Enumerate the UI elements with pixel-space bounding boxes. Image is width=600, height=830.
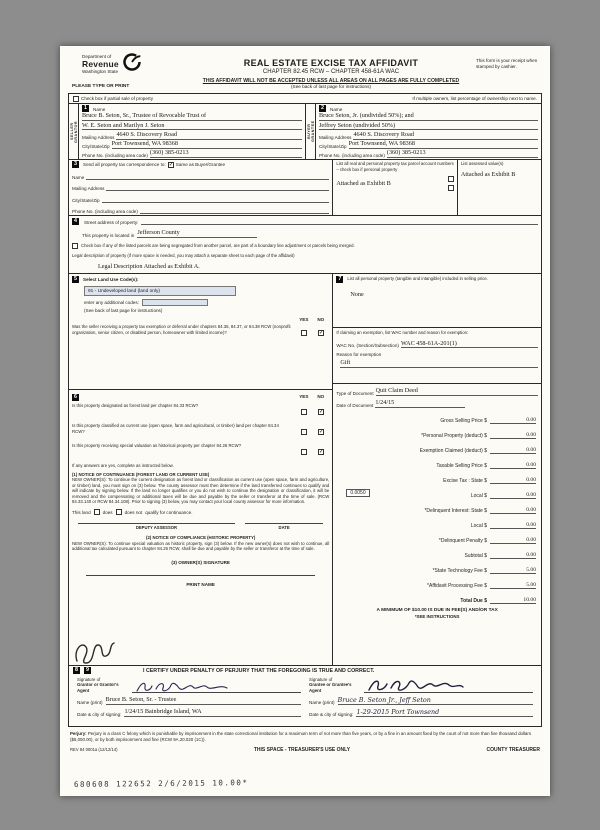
parcel-numbers-section <box>333 160 458 215</box>
partial-sale-label: Check box if partial sale of property <box>81 96 154 101</box>
seller-name-line1[interactable]: Bruce B. Seton, Sr., Trustee of Revocable Trust of <box>82 112 302 121</box>
perjury-text: Perjury is a class C felony which is punishable by imprisonment in the state correctional institution for a maximum term of not more than five years, or by a fine in an amount fixed by the court of not more than five thousand dollars ($5,000.00), or by both imprisonment and fine (RCW 9A.20.020 (1C)). <box>70 731 532 742</box>
owners-signature-line[interactable] <box>86 575 315 576</box>
grantor-signature-ink <box>134 679 230 695</box>
money-row <box>336 469 538 484</box>
personal-property-checkbox-2[interactable] <box>448 185 454 191</box>
form-header <box>68 52 542 89</box>
excise-state-value[interactable]: 0.00 <box>490 477 536 484</box>
grantor-sig-label-1: Signature of <box>77 676 101 682</box>
grantee-name-print-label: Name (print) <box>309 700 335 705</box>
buyer-phone-label: Phone No. (including area code) <box>319 152 385 158</box>
total-due-label: Total Due $ <box>460 597 487 604</box>
seller-name-label: Name <box>93 107 106 112</box>
subtotal-label: Subtotal $ <box>464 552 487 559</box>
county-treasurer-label: COUNTY TREASURER <box>486 746 540 753</box>
owners-signature-label: (3) OWNER(S) SIGNATURE <box>171 559 230 565</box>
treasurer-space-label: THIS SPACE - TREASURER'S USE ONLY <box>253 746 351 753</box>
delinq-penalty-label: *Delinquent Penalty $ <box>438 537 487 544</box>
form-revision-number: REV 84 0001a (12/12/14) <box>70 747 118 753</box>
segregated-checkbox[interactable] <box>72 243 78 249</box>
partial-sale-row <box>69 94 541 104</box>
local-tax-value[interactable]: 0.00 <box>490 492 536 499</box>
correspondence-row <box>69 160 541 216</box>
forest-land-question: Is this property designated as forest land per chapter 84.33 RCW? <box>72 403 199 408</box>
buyer-phone-value[interactable]: (360) 385-0213 <box>387 149 538 158</box>
grantor-signature-line[interactable] <box>132 678 301 693</box>
buyer-word: BUYER <box>306 123 311 140</box>
legal-description-value[interactable]: Legal Description Attached as Exhibit A. <box>98 263 200 271</box>
land-use-dropdown[interactable]: 91 - Undeveloped land (land only) <box>84 286 236 296</box>
grantee-sig-label-1: Signature of <box>309 676 333 682</box>
same-as-buyer-label: Same as Buyer/Grantee <box>175 162 226 167</box>
seller-phone-label: Phone No. (including area code) <box>82 152 148 158</box>
grantee-date-label: Date & city of signing: <box>309 712 354 717</box>
grantor-date-value[interactable]: 1/24/15 Bainbridge Island, WA <box>124 708 301 717</box>
dor-logo-block <box>68 52 186 89</box>
affidavit-page <box>60 46 550 796</box>
money-row <box>336 559 538 574</box>
additional-codes-label: enter any additional codes: <box>84 300 139 305</box>
legal-description-label: Legal description of property (if more space is needed, you may attach a separate sheet to each page of the affidavit) <box>72 253 295 259</box>
notice2-body: NEW OWNER(S): To continue special valuation as historic property, sign (3) below. If the new owner(s) does not wish to continue, all additional tax calculated pursuant to chapter 84.26 RCW, shall be due and payable by the seller or transferor at the time of sale. <box>72 540 330 552</box>
correspondence-section <box>69 160 333 215</box>
q1-yes-checkbox[interactable] <box>301 409 307 415</box>
form-footer <box>68 747 542 753</box>
grantee-date-value[interactable]: 1-29-2015 Port Townsend <box>356 708 533 717</box>
doc-type-value[interactable]: Quit Claim Deed <box>376 387 538 396</box>
reason-label: Reason for exemption <box>336 352 382 358</box>
wac-label: WAC No. (Section/Subsection) <box>336 343 399 349</box>
deputy-date-line[interactable]: DATE <box>245 523 323 530</box>
processing-fee-label: *Affidavit Processing Fee $ <box>427 582 487 589</box>
pen-scribble <box>71 637 115 665</box>
buyer-mailing-label: Mailing Address <box>319 134 352 140</box>
seller-name-line2[interactable]: W. E. Seton and Marilyn J. Seton <box>82 122 302 131</box>
exemption-section <box>333 328 541 384</box>
exemption-deduct-value[interactable]: 0.00 <box>490 447 536 454</box>
land-use-section <box>69 274 332 390</box>
does-checkbox[interactable] <box>94 509 100 515</box>
seller-side-strip <box>69 104 79 159</box>
money-row <box>336 484 538 499</box>
section-3-badge: 3 <box>74 161 77 167</box>
gross-value[interactable]: 0.00 <box>490 417 536 424</box>
s3-mailing-label: Mailing Address <box>72 186 105 191</box>
seller-word: SELLER <box>69 122 74 141</box>
section-7-badge: 7 <box>338 276 342 282</box>
s5-see-back: (See back of last page for instructions) <box>84 308 163 313</box>
cashier-stamp: 680608 122652 2/6/2015 10.00* <box>73 778 249 789</box>
dor-logo-icon <box>122 52 142 77</box>
s5-yes-header: YES <box>299 317 309 322</box>
section-1-badge: 1 <box>84 105 87 111</box>
money-row <box>336 529 538 544</box>
personal-property-label: List all personal property (tangible and intangible) included in selling price. <box>347 276 488 281</box>
document-info <box>333 384 541 408</box>
buyer-csz-value[interactable]: Port Townsend, WA 98368 <box>349 140 538 149</box>
dept-of-label: Department of <box>82 54 112 60</box>
see-back-note: (See back of last page for instructions) <box>291 84 371 89</box>
does-not-checkbox[interactable] <box>116 509 122 515</box>
money-row <box>336 424 538 439</box>
perjury-lead: Perjury: <box>70 731 87 736</box>
s3-csz-label: City/State/Zip <box>72 197 100 203</box>
warning-line: THIS AFFIDAVIT WILL NOT BE ACCEPTED UNLESS ALL AREAS ON ALL PAGES ARE FULLY COMPLETED <box>202 78 460 84</box>
notice1-body: NEW OWNER(S): To continue the current designation as forest land or classification as current use (open space, farm and agriculture, or timber) land, you must sign on (3) below. The county assessor must then determine if the land transferred continues to qualify and will indicate by signing below. If the land no longer qualifies or you do not wish to continue the designation or classification, it will be removed and the compensating or additional taxes will be due and payable by the seller or transferor at the time of sale. (RCW 84.33.140 or RCW 84.34.108). Prior to signing (3) below, you may contact your local county assessor for more information. <box>72 477 330 505</box>
money-row <box>336 589 538 604</box>
section-6-badge: 6 <box>74 394 77 400</box>
section-5-badge: 5 <box>74 276 77 282</box>
county-value[interactable]: Jefferson County <box>137 229 257 238</box>
delinq-interest-state-value[interactable]: 0.00 <box>490 507 536 514</box>
does-not-label: does not <box>124 509 143 515</box>
money-row <box>336 439 538 454</box>
form-title: REAL ESTATE EXCISE TAX AFFIDAVIT <box>243 58 419 68</box>
s3-phone-label: Phone No. (including area code) <box>72 209 138 214</box>
s6-no-header: NO <box>317 394 325 399</box>
q2-no-checkbox[interactable]: ✓ <box>318 428 324 435</box>
qualify-label: qualify for continuance. <box>145 509 193 515</box>
grantee-signature-ink <box>366 677 466 695</box>
located-in-label: This property is located in <box>82 233 135 239</box>
doc-date-value[interactable]: 1/24/15 <box>375 399 465 408</box>
historic-question: Is this property receiving special valuation as historical property per chapter 84.26 RCW? <box>72 443 242 448</box>
personal-property-section <box>333 274 541 328</box>
doc-type-label: Type of Document <box>336 390 374 396</box>
dept-state: Washington State <box>82 69 119 75</box>
grantor-name-print-value[interactable]: Bruce B. Seton, Sr. - Trustee <box>106 696 301 705</box>
grantee-signature-line[interactable] <box>364 678 533 693</box>
land-use-label: Select Land Use Code(s): <box>83 277 139 282</box>
notice1-title: (1) NOTICE OF CONTINUANCE (FOREST LAND OR CURRENT USE) <box>72 471 210 477</box>
gross-label: Gross Selling Price $ <box>440 417 487 424</box>
chapter-line: CHAPTER 82.45 RCW – CHAPTER 458-61A WAC <box>262 69 400 75</box>
personal-deduct-label: *Personal Property (deduct) $ <box>421 432 487 439</box>
receipt-note: This form is your receipt when stamped by cashier. <box>476 58 538 69</box>
s5-no-header: NO <box>317 317 325 322</box>
s3-mailing-input[interactable] <box>106 190 329 191</box>
q3-yes-checkbox[interactable] <box>301 449 307 455</box>
deferral-no-checkbox[interactable]: ✓ <box>318 329 324 336</box>
buyer-csz-label: City/State/Zip <box>319 143 347 149</box>
personal-property-checkbox-1[interactable] <box>448 176 454 182</box>
money-row <box>336 454 538 469</box>
certify-statement: I CERTIFY UNDER PENALTY OF PERJURY THAT THE FOREGOING IS TRUE AND CORRECT. <box>143 667 375 674</box>
grantee-sig-label-2: Grantee or Grantee's Agent <box>309 682 352 693</box>
segregated-label: Check box if any of the listed parcels are being segregated from another parcel, are part of a boundary line adjustment or parcels being merged. <box>81 242 355 248</box>
forest-land-section <box>69 390 332 665</box>
tech-fee-value[interactable]: 5.00 <box>490 567 536 574</box>
q3-no-checkbox[interactable]: ✓ <box>318 448 324 455</box>
taxable-label: Taxable Selling Price $ <box>436 462 487 469</box>
grantor-name-print-label: Name (print) <box>77 699 103 705</box>
parties-row <box>69 104 541 160</box>
additional-codes-input[interactable] <box>142 299 208 306</box>
excise-state-label: Excise Tax : State $ <box>443 477 487 484</box>
personal-deduct-value[interactable]: 0.00 <box>490 432 536 439</box>
if-yes-note: If any answers are yes, complete as instructed below. <box>72 463 174 468</box>
exemption-intro: If claiming an exemption, list WAC number and reason for exemption: <box>336 330 469 335</box>
q2-yes-checkbox[interactable] <box>301 429 307 435</box>
form-body <box>68 93 542 727</box>
notice2-title: (2) NOTICE OF COMPLIANCE (HISTORIC PROPERTY) <box>146 535 256 541</box>
section-9-badge: 9 <box>86 667 89 673</box>
exemption-deduct-label: Exemption Claimed (deduct) $ <box>419 447 487 454</box>
does-label: does <box>102 509 113 515</box>
delinq-penalty-value[interactable]: 0.00 <box>490 537 536 544</box>
buyer-name-line1[interactable]: Bruce Seton, Jr. (undivided 50%); and <box>319 112 538 121</box>
money-row <box>336 574 538 589</box>
local-tax-label: Local $ <box>470 492 487 499</box>
send-correspondence-label: Send all property tax correspondence to: <box>83 162 166 167</box>
middle-columns <box>69 274 541 666</box>
wac-value[interactable]: WAC 458-61A-201(1) <box>401 340 538 349</box>
money-row <box>336 514 538 529</box>
s3-name-label: Name <box>72 174 85 180</box>
processing-fee-value[interactable]: 5.00 <box>490 582 536 589</box>
buyer-mailing-value[interactable]: 4640 S. Discovery Road <box>353 131 538 140</box>
perjury-notice <box>68 731 542 743</box>
reason-value[interactable]: Gift <box>340 359 538 368</box>
parcel-header: List all real and personal property tax parcel account numbers – check box if personal property <box>336 161 454 172</box>
seller-mailing-value[interactable]: 4640 S. Discovery Road <box>116 131 302 140</box>
grantor-date-label: Date & city of signing: <box>77 711 122 717</box>
buyer-side-strip <box>306 104 316 159</box>
deferral-question: Was the seller receiving a property tax exemption or deferral under chapters 84.36, 84.37, or 84.38 RCW (nonprofit organization, senior citizen, or disabled person, homeowner with limited income)? <box>72 324 291 335</box>
dept-name: Revenue <box>82 58 119 69</box>
total-due-value[interactable]: 10.00 <box>490 597 536 604</box>
excise-tax-computation <box>333 408 541 619</box>
section-2-badge: 2 <box>321 105 324 111</box>
seller-mailing-label: Mailing Address <box>82 134 115 140</box>
taxable-value[interactable]: 0.00 <box>490 462 536 469</box>
see-instructions-note: *SEE INSTRUCTIONS <box>414 613 460 619</box>
section-4-badge: 4 <box>74 218 77 224</box>
tech-fee-label: *State Technology Fee $ <box>432 567 487 574</box>
assessed-value[interactable]: Attached as Exhibit B <box>460 170 516 178</box>
local-rate-box[interactable]: 0.0050 <box>346 489 369 497</box>
buyer-name-line2[interactable]: Jeffrey Seton (undivided 50%) <box>319 122 538 131</box>
buyer-section <box>305 104 541 159</box>
s3-csz-input[interactable] <box>102 202 330 203</box>
s3-name-input[interactable] <box>86 179 329 180</box>
grantor-word: GRANTOR <box>73 120 78 143</box>
street-address-label: Street address of property: <box>84 220 139 225</box>
assessed-header: List assessed value(s) <box>460 161 504 166</box>
money-row <box>336 409 538 424</box>
personal-property-value[interactable]: None <box>350 291 364 298</box>
q1-no-checkbox[interactable]: ✓ <box>318 408 324 415</box>
delinq-interest-local-label: Local $ <box>470 522 487 529</box>
print-name-label: PRINT NAME <box>186 581 215 587</box>
parcel-value[interactable]: Attached as Exhibit B <box>336 179 391 187</box>
multiple-owners-label: If multiple owners, list percentage of ownership next to name. <box>412 96 537 101</box>
deputy-assessor-line[interactable]: DEPUTY ASSESSOR <box>78 523 235 530</box>
grantor-sig-label-2: Grantor or Grantor's Agent <box>77 682 119 693</box>
grantee-name-print-value[interactable]: Bruce B. Seton Jr., Jeff Seton <box>338 696 533 705</box>
partial-sale-checkbox[interactable] <box>73 96 79 102</box>
s3-phone-input[interactable] <box>140 213 329 214</box>
seller-phone-value[interactable]: (360) 385-0213 <box>150 149 302 158</box>
doc-date-label: Date of Document <box>336 402 374 408</box>
buyer-name-label: Name <box>330 107 343 112</box>
please-type-label: PLEASE TYPE OR PRINT <box>72 84 130 89</box>
delinq-interest-local-value[interactable]: 0.00 <box>490 522 536 529</box>
grantor-signature-block <box>73 676 305 717</box>
section-8-badge: 8 <box>75 667 78 673</box>
assessed-values-section <box>458 160 541 215</box>
same-as-buyer-checkbox[interactable]: ✓ <box>168 161 174 168</box>
money-row <box>336 544 538 559</box>
this-land-label: This land <box>72 509 91 515</box>
s6-yes-header: YES <box>299 394 309 399</box>
street-address-input[interactable] <box>141 224 538 225</box>
money-row <box>336 499 538 514</box>
certification-section <box>69 666 541 726</box>
minimum-fee-note: A MINIMUM OF $10.00 IS DUE IN FEE(S) AND/OR TAX <box>376 607 498 613</box>
subtotal-value[interactable]: 0.00 <box>490 552 536 559</box>
grantee-word: GRANTEE <box>310 120 315 143</box>
delinq-interest-state-label: *Delinquent Interest: State $ <box>424 507 487 514</box>
current-use-question: Is this property classified as current use (open space, farm and agricultural, or timber) land per chapter 84.34 RCW? <box>72 423 279 434</box>
seller-section <box>69 104 305 159</box>
property-location-section <box>69 216 541 274</box>
seller-csz-value[interactable]: Port Townsend, WA 98368 <box>112 140 302 149</box>
deferral-yes-checkbox[interactable] <box>301 330 307 336</box>
grantee-signature-block <box>305 676 537 717</box>
seller-csz-label: City/State/Zip <box>82 143 110 149</box>
